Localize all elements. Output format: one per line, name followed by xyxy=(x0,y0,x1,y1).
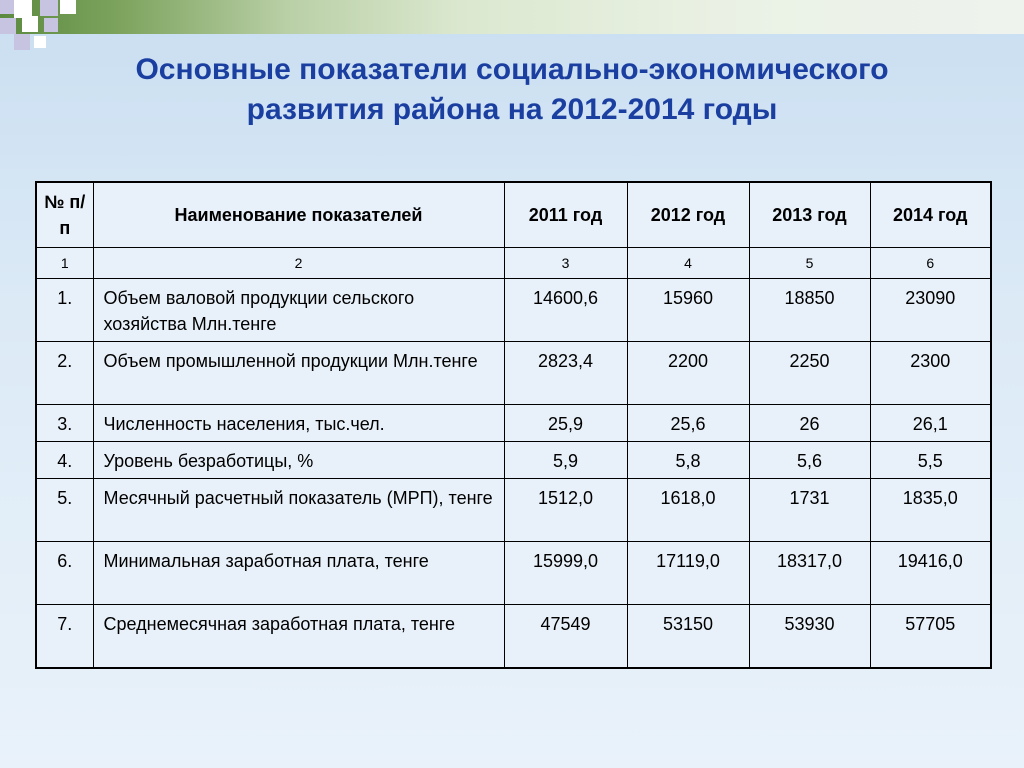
column-number: 1 xyxy=(36,248,93,279)
value-2011: 2823,4 xyxy=(504,342,627,405)
indicators-table xyxy=(35,181,992,669)
value-2011: 5,9 xyxy=(504,442,627,479)
column-number: 2 xyxy=(93,248,504,279)
row-num: 4. xyxy=(36,442,93,479)
value-2014: 57705 xyxy=(870,605,991,669)
header-name: Наименование показателей xyxy=(93,182,504,248)
value-2014: 1835,0 xyxy=(870,479,991,542)
table-row xyxy=(36,342,991,405)
value-2013: 18317,0 xyxy=(749,542,870,605)
page-title-line-1: Основные показатели социально-экономического xyxy=(135,53,889,86)
column-number: 6 xyxy=(870,248,991,279)
value-2012: 15960 xyxy=(627,279,749,342)
row-name: Численность населения, тыс.чел. xyxy=(93,405,504,442)
value-2014: 2300 xyxy=(870,342,991,405)
row-name: Минимальная заработная плата, тенге xyxy=(93,542,504,605)
value-2012: 17119,0 xyxy=(627,542,749,605)
value-2013: 1731 xyxy=(749,479,870,542)
row-num: 2. xyxy=(36,342,93,405)
value-2012: 25,6 xyxy=(627,405,749,442)
header-2011: 2011 год xyxy=(504,182,627,248)
row-name: Объем промышленной продукции Млн.тенге xyxy=(93,342,504,405)
value-2012: 1618,0 xyxy=(627,479,749,542)
table-header-row xyxy=(36,182,991,248)
value-2014: 26,1 xyxy=(870,405,991,442)
value-2013: 53930 xyxy=(749,605,870,669)
table-row xyxy=(36,405,991,442)
value-2014: 23090 xyxy=(870,279,991,342)
value-2011: 47549 xyxy=(504,605,627,669)
row-num: 3. xyxy=(36,405,93,442)
decorative-top-band xyxy=(0,0,1024,34)
row-name: Месячный расчетный показатель (МРП), тенге xyxy=(93,479,504,542)
table-row xyxy=(36,479,991,542)
row-name: Среднемесячная заработная плата, тенге xyxy=(93,605,504,669)
row-num: 6. xyxy=(36,542,93,605)
header-num: № п/п xyxy=(36,182,93,248)
row-num: 5. xyxy=(36,479,93,542)
value-2012: 53150 xyxy=(627,605,749,669)
page-title-line-2: развития района на 2012-2014 годы xyxy=(246,93,778,126)
value-2011: 15999,0 xyxy=(504,542,627,605)
row-name: Объем валовой продукции сельского хозяйства Млн.тенге xyxy=(93,279,504,342)
column-number: 5 xyxy=(749,248,870,279)
table-row xyxy=(36,605,991,669)
value-2013: 5,6 xyxy=(749,442,870,479)
row-num: 7. xyxy=(36,605,93,669)
value-2011: 14600,6 xyxy=(504,279,627,342)
value-2012: 2200 xyxy=(627,342,749,405)
value-2013: 2250 xyxy=(749,342,870,405)
column-number: 3 xyxy=(504,248,627,279)
header-2014: 2014 год xyxy=(870,182,991,248)
header-2013: 2013 год xyxy=(749,182,870,248)
header-2012: 2012 год xyxy=(627,182,749,248)
value-2014: 19416,0 xyxy=(870,542,991,605)
column-number: 4 xyxy=(627,248,749,279)
table-row xyxy=(36,279,991,342)
row-num: 1. xyxy=(36,279,93,342)
value-2014: 5,5 xyxy=(870,442,991,479)
value-2011: 1512,0 xyxy=(504,479,627,542)
value-2013: 18850 xyxy=(749,279,870,342)
row-name: Уровень безработицы, % xyxy=(93,442,504,479)
page-title xyxy=(40,50,984,130)
table-row xyxy=(36,542,991,605)
table-row xyxy=(36,442,991,479)
column-number-row xyxy=(36,248,991,279)
value-2011: 25,9 xyxy=(504,405,627,442)
value-2013: 26 xyxy=(749,405,870,442)
value-2012: 5,8 xyxy=(627,442,749,479)
